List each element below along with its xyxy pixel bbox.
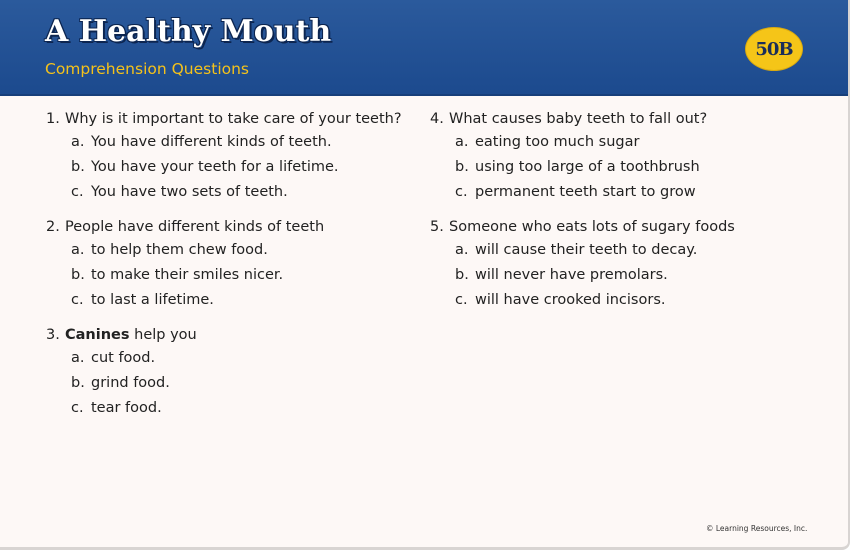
questions-right-column — [430, 108, 830, 324]
option-text: You have your teeth for a lifetime. — [91, 159, 339, 175]
option-letter: b. — [455, 267, 469, 283]
option-text: You have different kinds of teeth. — [91, 134, 332, 150]
option-letter: a. — [71, 134, 85, 150]
answer-option — [46, 371, 426, 396]
question-5-prompt — [430, 216, 830, 238]
question-1-prompt — [46, 108, 426, 130]
option-letter: b. — [71, 375, 85, 391]
header-band — [0, 0, 848, 96]
option-text: will never have premolars. — [475, 267, 668, 283]
answer-option — [430, 155, 830, 180]
option-letter: b. — [71, 159, 85, 175]
option-text: to make their smiles nicer. — [91, 267, 284, 283]
option-letter: c. — [71, 184, 84, 200]
question-text: What causes baby teeth to fall out? — [449, 111, 708, 127]
question-text: People have different kinds of teeth — [65, 219, 325, 235]
option-letter: b. — [71, 267, 85, 283]
card-subtitle: Comprehension Questions — [45, 60, 250, 78]
option-letter: c. — [71, 400, 84, 416]
answer-option — [46, 155, 426, 180]
option-text: permanent teeth start to grow — [475, 184, 696, 200]
question-4-prompt — [430, 108, 830, 130]
answer-option — [46, 263, 426, 288]
option-text: You have two sets of teeth. — [91, 184, 288, 200]
option-letter: a. — [71, 242, 85, 258]
question-number: 1. — [46, 111, 60, 127]
card-number-badge — [745, 27, 803, 71]
answer-option — [430, 288, 830, 313]
answer-option — [46, 396, 426, 421]
card-number-label: 50B — [755, 38, 793, 60]
option-text: eating too much sugar — [475, 134, 640, 150]
option-letter: c. — [455, 184, 468, 200]
questions-left-column — [46, 108, 426, 432]
question-text: Why is it important to take care of your teeth? — [65, 111, 402, 127]
option-text: to last a lifetime. — [91, 292, 214, 308]
answer-option — [46, 130, 426, 155]
answer-option — [46, 180, 426, 205]
option-letter: c. — [71, 292, 84, 308]
question-3-prompt — [46, 324, 426, 346]
option-text: using too large of a toothbrush — [475, 159, 700, 175]
answer-option — [430, 238, 830, 263]
question-5 — [430, 216, 830, 313]
option-letter: a. — [455, 242, 469, 258]
question-text: Someone who eats lots of sugary foods — [449, 219, 735, 235]
answer-option — [46, 346, 426, 371]
option-letter: b. — [455, 159, 469, 175]
question-3 — [46, 324, 426, 421]
question-number: 4. — [430, 111, 444, 127]
question-1 — [46, 108, 426, 205]
question-4 — [430, 108, 830, 205]
copyright-notice: © Learning Resources, Inc. — [706, 524, 808, 533]
answer-option — [430, 263, 830, 288]
question-bold-term: Canines — [65, 327, 130, 343]
answer-option — [430, 180, 830, 205]
answer-option — [46, 238, 426, 263]
answer-option — [430, 130, 830, 155]
answer-option — [46, 288, 426, 313]
card-title: A Healthy Mouth — [45, 14, 332, 49]
question-number: 5. — [430, 219, 444, 235]
option-text: will cause their teeth to decay. — [475, 242, 698, 258]
option-text: to help them chew food. — [91, 242, 268, 258]
option-text: will have crooked incisors. — [475, 292, 666, 308]
question-number: 2. — [46, 219, 60, 235]
option-text: tear food. — [91, 400, 162, 416]
question-number: 3. — [46, 327, 60, 343]
question-2-prompt — [46, 216, 426, 238]
question-2 — [46, 216, 426, 313]
option-letter: a. — [71, 350, 85, 366]
option-text: cut food. — [91, 350, 156, 366]
option-letter: c. — [455, 292, 468, 308]
option-text: grind food. — [91, 375, 170, 391]
option-letter: a. — [455, 134, 469, 150]
question-text: help you — [129, 327, 197, 343]
